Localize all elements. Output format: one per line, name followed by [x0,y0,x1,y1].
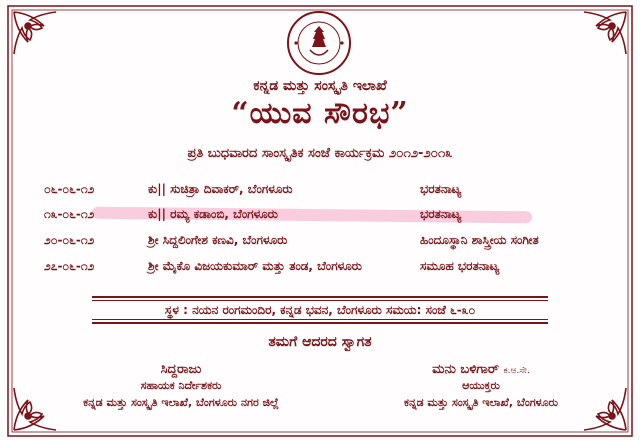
programme-date: ೨೭-೦೬-೧೨ [44,259,95,273]
department-name: ಕನ್ನಡ ಮತ್ತು ಸಂಸ್ಕೃತಿ ಇಲಾಖೆ [253,78,387,94]
programme-art-form: ಭರತನಾಟ್ಯ [420,207,462,221]
programme-art-form: ಸಮೂಹ ಭರತನಾಟ್ಯ [420,259,500,273]
venue-and-time: ಸ್ಥಳ : ನಯನ ರಂಗಮಂದಿರ, ಕನ್ನಡ ಭವನ, ಬೆಂಗಳೂರು ಸಮಯ: ಸಂಜೆ ೬-೩೦ [92,296,548,324]
programme-art-form: ಹಿಂದೂಸ್ಥಾನಿ ಶಾಸ್ತ್ರೀಯ ಸಂಗೀತ [420,233,539,247]
signatory-left [36,362,326,410]
event-subtitle: ಪ್ರತಿ ಬುಧವಾರದ ಸಾಂಸ್ಕೃತಿಕ ಸಂಜೆ ಕಾರ್ಯಕ್ರಮ ೨೦೧೨-೨೦೧೩ [187,146,453,161]
programme-artist: ಕು|| ರಮ್ಯ ಕಡಾಂಬಿ, ಬೆಂಗಳೂರು [148,207,278,221]
signatory-name: ಸಿದ್ದರಾಜು [160,362,202,377]
programme-row [0,255,640,279]
programme-artist: ಶ್ರೀ ಮೈಕೊ ವಿಜಯಕುಮಾರ್ ಮತ್ತು ತಂಡ, ಬೆಂಗಳೂರು [148,259,362,273]
corner-ornament-top-left [14,12,56,54]
karnataka-emblem-seal [286,10,352,76]
signatory-office: ಕನ್ನಡ ಮತ್ತು ಸಂಸ್ಕೃತಿ ಇಲಾಖೆ, ಬೆಂಗಳೂರು [404,396,558,409]
corner-ornament-top-right [584,12,626,54]
programme-date: ೦೬-೦೬-೧೨ [44,182,95,196]
signatory-designation: ಸಹಾಯಕ ನಿರ್ದೇಶಕರು [140,379,222,392]
signatory-title-suffix: ಕ.ಆ.ಸೇ. [503,366,530,376]
programme-artist: ಕು|| ಸುಚಿತ್ರಾ ದಿವಾಕರ್, ಬೆಂಗಳೂರು [148,182,293,196]
signatory-office: ಕನ್ನಡ ಮತ್ತು ಸಂಸ್ಕೃತಿ ಇಲಾಖೆ, ಬೆಂಗಳೂರು ನಗರ ಜಿಲ್ಲೆ [83,396,279,409]
signatory-right [356,362,606,410]
programme-artist: ಶ್ರೀ ಸಿದ್ದಲಿಂಗೇಶ ಕಣವಿ, ಬೆಂಗಳೂರು [148,233,288,247]
programme-row [0,229,640,253]
programme-date: ೨೦-೦೬-೧೨ [44,233,95,247]
event-title: “ಯುವ ಸೌರಭ” [231,96,409,131]
signatory-designation: ಆಯುಕ್ತರು [462,379,500,392]
signatory-name-line [356,362,606,377]
programme-art-form: ಭರತನಾಟ್ಯ [420,182,462,196]
welcome-line: ತಮಗೆ ಆದರದ ಸ್ವಾಗತ [268,334,372,350]
programme-date: ೧೩-೦೬-೧೨ [44,207,95,221]
signatory-name: ಮನು ಬಳಿಗಾರ್ [432,362,499,377]
programme-row [0,178,640,202]
programme-row [0,203,640,227]
